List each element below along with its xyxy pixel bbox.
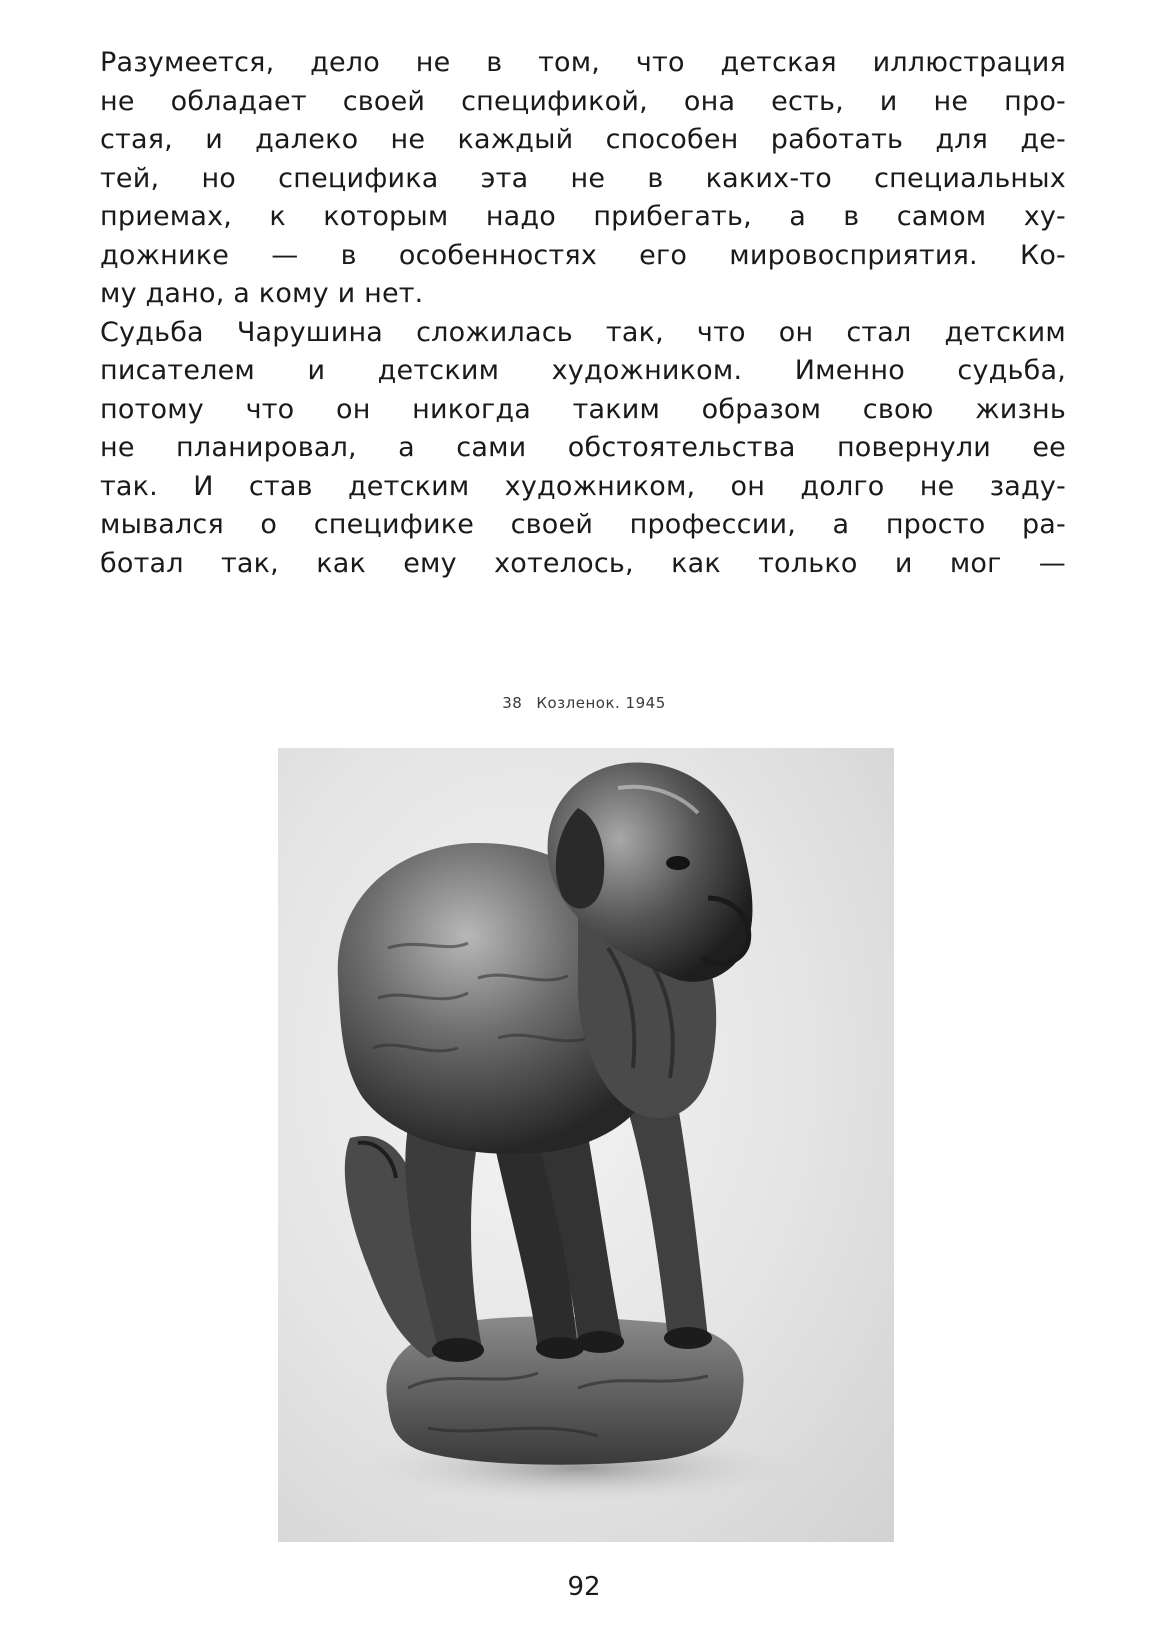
text-line: стая, и далеко не каждый способен работать для де- (100, 124, 1066, 155)
text-line: тей, но специфика эта не в каких-то специальных (100, 162, 1066, 194)
figure-caption-text: Козленок. 1945 (536, 694, 666, 712)
text-line: не планировал, а сами обстоятельства повернули ее (100, 432, 1066, 463)
sculpture-photo-icon (278, 748, 894, 1542)
text-line: мывался о специфике своей профессии, а просто ра- (100, 509, 1066, 540)
text-line: писателем и детским художником. Именно судьба, (100, 355, 1066, 386)
text-line: Разумеется, дело не в том, что детская иллюстрация (100, 47, 1066, 78)
text-line: приемах, к которым надо прибегать, а в самом ху- (100, 201, 1066, 232)
sculpture-photo (278, 748, 894, 1542)
text-line: ботал так, как ему хотелось, как только и мог — (100, 547, 1066, 579)
figure-number: 38 (502, 694, 523, 712)
text-line: му дано, а кому и нет. (100, 278, 424, 309)
body-text (100, 44, 1066, 583)
figure-caption (0, 694, 1168, 712)
text-line: так. И став детским художником, он долго не заду- (100, 470, 1066, 502)
page-number: 92 (567, 1572, 601, 1602)
text-line: не обладает своей спецификой, она есть, и не про- (100, 85, 1066, 117)
text-line: потому что он никогда таким образом свою жизнь (100, 393, 1066, 425)
text-line: дожнике — в особенностях его мировосприятия. Ко- (100, 239, 1066, 271)
text-line: Судьба Чарушина сложилась так, что он стал детским (100, 316, 1066, 348)
